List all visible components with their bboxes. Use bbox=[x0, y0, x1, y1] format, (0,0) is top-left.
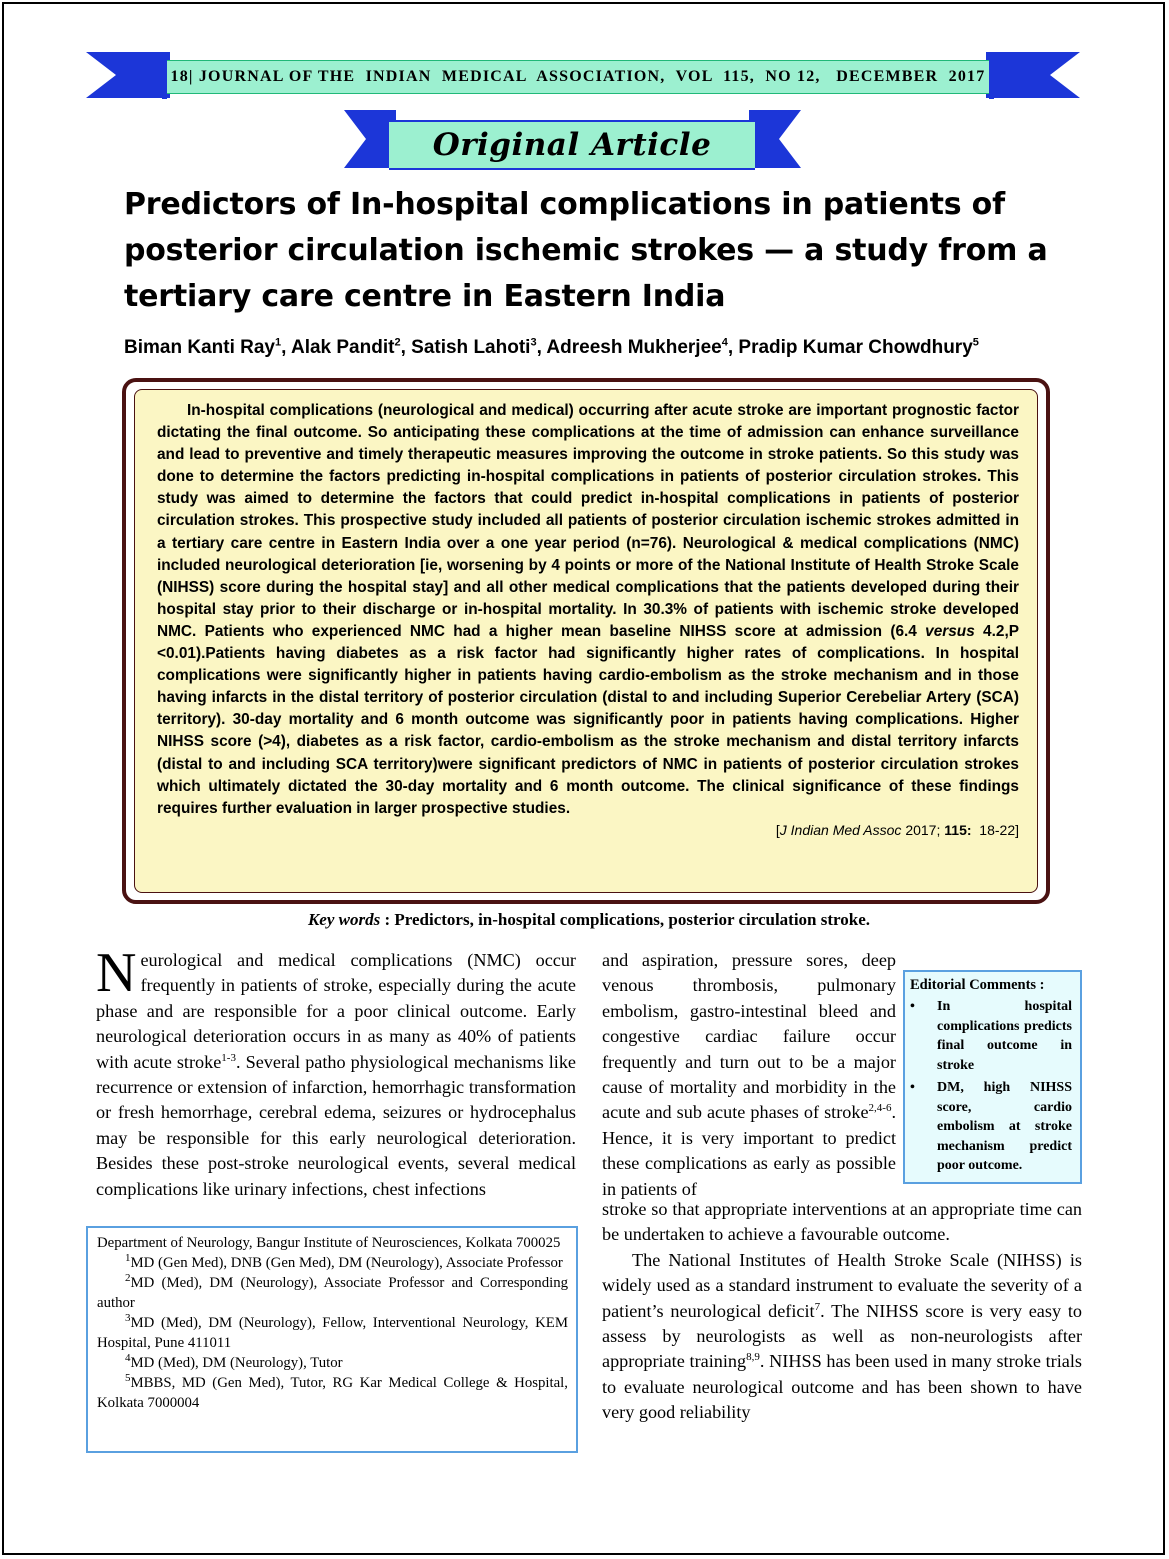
ribbon-left-tail-icon bbox=[86, 48, 170, 102]
article-type-banner: Original Article bbox=[389, 120, 755, 170]
affiliation-item: $^3$MD (Med), DM (Neurology), Fellow, Interventional Neurology, KEM Hospital, Pune 411011 bbox=[97, 1312, 568, 1351]
affiliations-box bbox=[86, 1226, 578, 1453]
editorial-comments-box bbox=[903, 970, 1082, 1184]
affiliation-item: $^1$MD (Gen Med), DNB (Gen Med), DM (Neurology), Associate Professor bbox=[125, 1252, 563, 1271]
author-list: Biman Kanti Ray$^1$, Alak Pandit$^2$, Satish Lahoti$^3$, Adreesh Mukherjee$^4$, Pradip Kumar Chowdhury$^5$ bbox=[124, 336, 979, 358]
abstract-text: In-hospital complications (neurological and medical) occurring after acute stroke are important prognostic factor dictating the final outcome. So anticipating these complications at the time of admission can enhance surveillance and lead to preventive and timely therapeutic measures improving the outcome in stroke patients. So this study was done to determine the factors predicting in-hospital complications in patients of posterior circulation strokes. This study was aimed to determine the factors that could predict in-hospital complications in patients of posterior circulation strokes. This prospective study included all patients of posterior circulation ischemic strokes admitted in a tertiary care centre in Eastern India over a one year period (n=76). Neurological & medical complications (NMC) included neurological deterioration [ie, worsening by 4 points or more of the National Institute of Health Stroke Scale (NIHSS) score during the hospital stay] and all other medical complications that the patients developed during their hospital stay prior to their discharge or in-hospital mortality. In 30.3% of patients with ischemic stroke developed NMC. Patients who experienced NMC had a higher mean baseline NIHSS score at admission (6.4 versus 4.2,P <0.01).Patients having diabetes as a risk factor had significantly higher rates of complications. In hospital complications were significantly higher in patients having cardio-embolism as the stroke mechanism and in those having infarcts in the distal territory of posterior circulation (distal to and including Superior Cerebeliar Artery (SCA) territory). 30-day mortality and 6 month outcome was significantly poor in patients having complications. Higher NIHSS score (>4), diabetes as a risk factor, cardio-embolism as the stroke mechanism and distal territory infarcts (distal to and including SCA territory)were significant predictors of NMC in patients of posterior circulation strokes which ultimately dictated the 30-day mortality and 6 month outcome. The clinical significance of these findings requires further evaluation in larger prospective studies. bbox=[157, 402, 1019, 817]
affiliation-item: $^5$MBBS, MD (Gen Med), Tutor, RG Kar Medical College & Hospital, Kolkata 7000004 bbox=[97, 1372, 568, 1411]
journal-page bbox=[2, 2, 1165, 1555]
page-number: 18| bbox=[170, 68, 194, 85]
citation: [J Indian Med Assoc 2017; 115: 18-22] bbox=[775, 821, 1019, 838]
drop-cap: N bbox=[96, 942, 137, 1004]
body-column-left: Neurological and medical complications (NMC) occur frequently in patients of stroke, especially during the acute phase and are responsible for a poor clinical outcome. Early neurological deterioration occurs in as many as 40% of patients with acute stroke$^{1-3}$. Several patho physiological mechanisms like recurrence or extension of infarction, hemorrhagic transformation or fresh hemorrhage, cerebral edema, seizures or hydrocephalus may be responsible for this early neurological deterioration. Besides these post-stroke neurological events, several medical complications like urinary infections, chest infections bbox=[96, 942, 576, 1199]
editorial-item: • In hospital complications predicts final outcome in stroke bbox=[910, 997, 1072, 1075]
journal-header bbox=[166, 60, 990, 94]
abstract-box bbox=[122, 378, 1050, 904]
keywords: Key words : Predictors, in-hospital complications, posterior circulation stroke. bbox=[307, 910, 871, 929]
keywords-label: Key words bbox=[307, 910, 381, 929]
affiliation-item: $^4$MD (Med), DM (Neurology), Tutor bbox=[125, 1352, 343, 1371]
affiliation-item: $^2$MD (Med), DM (Neurology), Associate Professor and Corresponding author bbox=[97, 1272, 568, 1311]
banner-right-tail-icon bbox=[749, 110, 801, 173]
article-title: Predictors of In-hospital complications in patients of posterior circulation ischemic strokes — a study from a tertiary care centre in Eastern India bbox=[124, 187, 1048, 314]
author-name: Adreesh Mukherjee bbox=[546, 337, 722, 358]
abstract-inner bbox=[134, 389, 1038, 893]
ribbon-right-tail-icon bbox=[986, 48, 1080, 102]
editorial-item: • DM, high NIHSS score, cardio embolism at stroke mechanism predict poor outcome. bbox=[910, 1078, 1072, 1176]
author-name: Satish Lahoti bbox=[411, 337, 531, 358]
journal-line: JOURNAL OF THE INDIAN MEDICAL ASSOCIATION, VOL 115, NO 12, DECEMBER 2017 bbox=[198, 68, 986, 85]
author-name: Alak Pandit bbox=[290, 337, 395, 358]
body-column-right-top: and aspiration, pressure sores, deep venous thrombosis, pulmonary embolism, gastro-intestinal bleed and congestive cardiac failure occur frequently and turn out to be a major cause of mortality and morbidity in the acute and sub acute phases of stroke$^{2,4-6}$. Hence, it is very important to predict these complications as early as possible in patients of bbox=[602, 950, 896, 1199]
author-name: Biman Kanti Ray bbox=[124, 337, 275, 358]
affiliation-dept: Department of Neurology, Bangur Institute of Neurosciences, Kolkata 700025 bbox=[97, 1235, 561, 1251]
editorial-title: Editorial Comments : bbox=[910, 977, 1045, 993]
author-name: Pradip Kumar Chowdhury bbox=[738, 337, 973, 358]
body-column-right-bottom: stroke so that appropriate interventions at an appropriate time can be undertaken to achieve a favourable outcome. The National Institutes of Health Stroke Scale (NIHSS) is widely used as a standard instrument to evaluate the severity of a patient’s neurological deficit$^7$. The NIHSS score is very easy to assess by neurologists as well as non-neurologists after appropriate training$^{8,9}$. NIHSS has been used in many stroke trials to evaluate neurological outcome and has been shown to have very good reliability bbox=[602, 1199, 1082, 1423]
